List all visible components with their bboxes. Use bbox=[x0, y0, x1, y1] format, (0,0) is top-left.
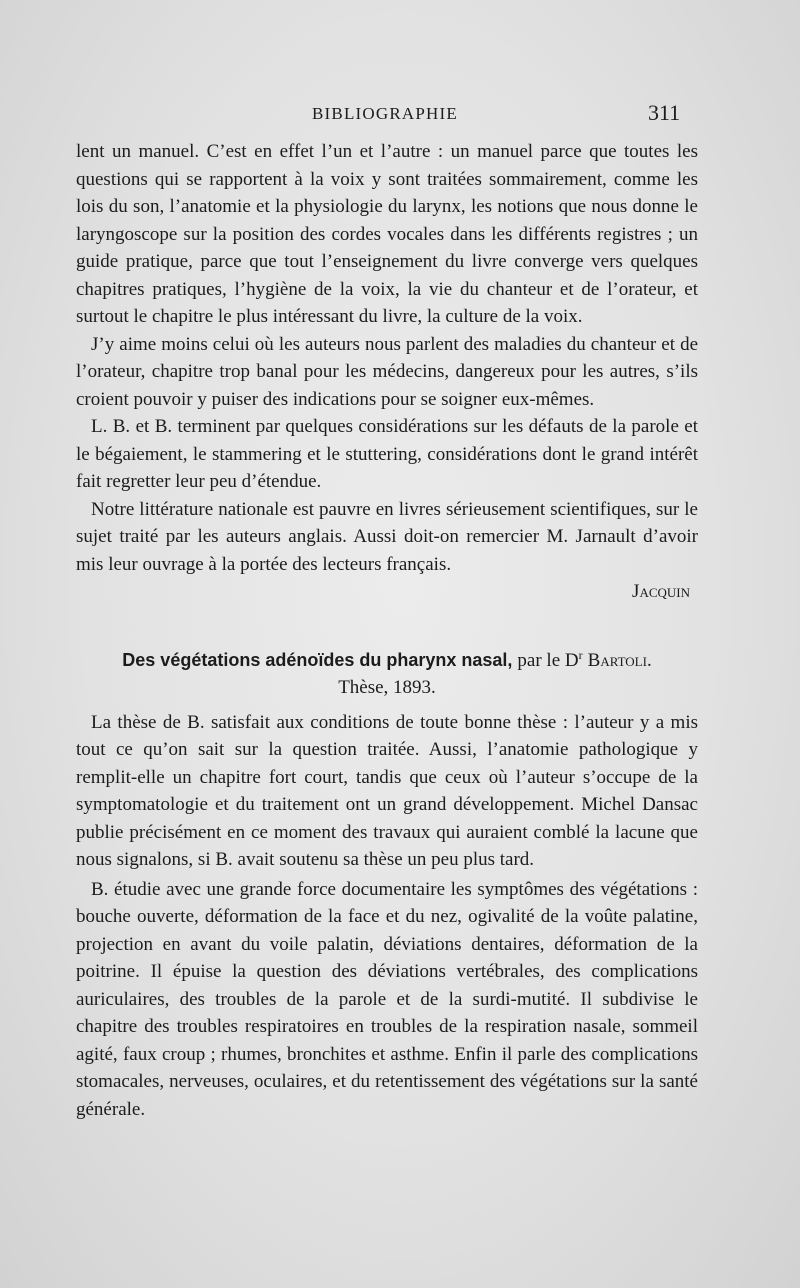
page-number: 311 bbox=[648, 100, 681, 125]
review-author: Bartoli. bbox=[587, 649, 652, 671]
paragraph: Notre littérature nationale est pauvre en livres sérieusement scientifiques, sur le sujet traité par les auteurs anglais. Aussi doit-on remercier M. Jarnault d’avoir mis leur ouvrage à la portée des lecteurs français. bbox=[76, 498, 698, 575]
page-body bbox=[76, 138, 698, 1123]
page-header bbox=[0, 100, 800, 130]
paragraph: La thèse de B. satisfait aux conditions de toute bonne thèse : l’auteur y a mis tout ce qu’on sait sur la question traitée. Aussi, l’anatomie pathologique y remplit-elle un chapitre fort court, tandis que ceux où l’auteur s’occupe de la symptomatologie et du traitement ont un grand développement. Michel Dansac publie précisément en ce moment des travaux qui auraient comblé la lacune que nous signalons, si B. avait soutenu sa thèse un peu plus tard. bbox=[76, 711, 698, 870]
paragraph: L. B. et B. terminent par quelques considérations sur les défauts de la parole et le bégaiement, le stammering et le stuttering, considérations dont le grand intérêt fait regretter leur peu d’étendue. bbox=[76, 416, 698, 492]
running-title: BIBLIOGRAPHIE bbox=[312, 104, 458, 123]
review-subtitle: Thèse, 1893. bbox=[338, 676, 436, 698]
paragraph: J’y aime moins celui où les auteurs nous parlent des maladies du chanteur et de l’orateur, chapitre trop banal pour les médecins, dangereux pour les autres, s’ils croient pouvoir y puiser des indications pour se soigner eux-mêmes. bbox=[76, 333, 698, 410]
paragraph: B. étudie avec une grande force documentaire les symptômes des végétations : bouche ouverte, déformation de la face et du nez, ogivalité de la voûte palatine, projection en avant du voile palatin, déviations dentaires, déformation de la poitrine. Il épuise la question des déviations vertébrales, des complications auriculaires, des troubles de la parole et de la surdi-mutité. Il subdivise le chapitre des troubles respiratoires en troubles de la respiration nasale, sommeil agité, faux croup ; rhumes, bronchites et asthme. Enfin il parle des complications stomacales, nerveuses, oculaires, et du retentissement des végétations sur la santé générale. bbox=[76, 878, 698, 1120]
reviewer-signature: Jacquin bbox=[632, 581, 690, 602]
review-title: Des végétations adénoïdes du pharynx nasal, bbox=[122, 649, 513, 670]
review-author-prefix: par le D bbox=[517, 649, 579, 671]
review-heading bbox=[76, 642, 698, 674]
review-author-prefix-sup: r bbox=[578, 647, 583, 662]
paragraph: lent un manuel. C’est en effet l’un et l’autre : un manuel parce que toutes les questions qui se rapportent à la voix y sont traitées sommairement, comme les lois du son, l’anatomie et la physiologie du larynx, les notions que nous donne le laryngoscope sur la position des cordes vocales dans les différents registres ; un guide pratique, parce que tout l’enseignement du livre converge vers quelques chapitres pratiques, l’hygiène de la voix, la vie du chanteur et de l’orateur, et surtout le chapitre le plus intéressant du livre, la culture de la voix. bbox=[76, 141, 698, 327]
